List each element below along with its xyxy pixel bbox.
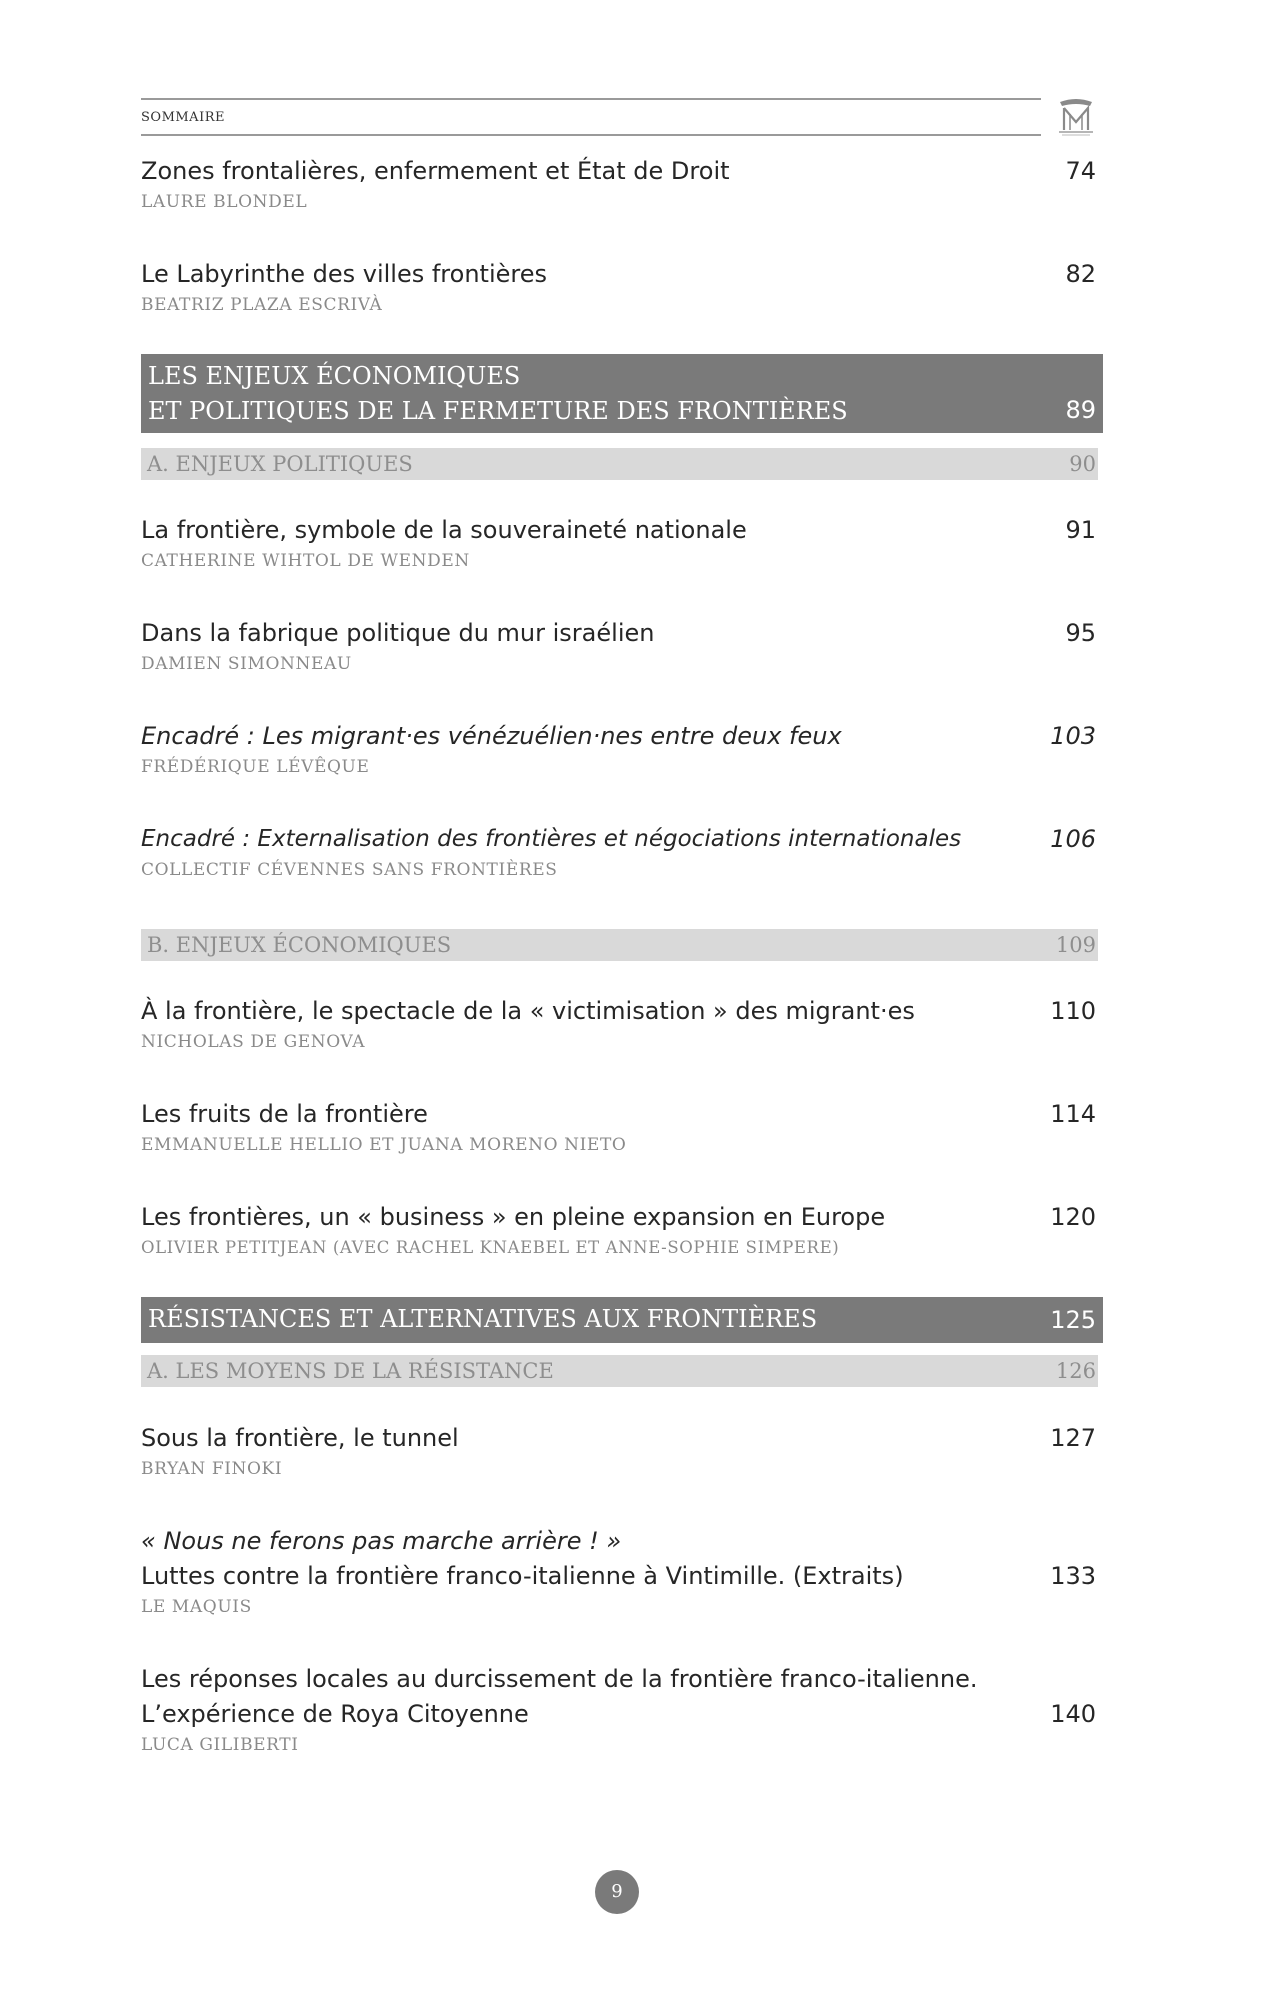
entry-page-number: 133 [1050, 1562, 1096, 1590]
entry-page-number: 127 [1050, 1424, 1096, 1452]
entry-author: BRYAN FINOKI [141, 1459, 283, 1479]
entry-author: LE MAQUIS [141, 1597, 252, 1617]
entry-page-number: 106 [1050, 825, 1096, 853]
toc-entry[interactable] [141, 513, 1096, 574]
entry-title-line: « Nous ne ferons pas marche arrière ! » [141, 1527, 622, 1555]
entry-page-number: 82 [1065, 260, 1096, 288]
entry-author: FRÉDÉRIQUE LÉVÊQUE [141, 757, 370, 777]
entry-title: Zones frontalières, enfermement et État de Droit [141, 157, 730, 185]
header-label: SOMMAIRE [141, 110, 225, 125]
entry-page-number: 103 [1050, 722, 1096, 750]
entry-title: Encadré : Externalisation des frontières et négociations internationales [141, 826, 962, 852]
subsection-heading[interactable] [141, 929, 1098, 961]
entry-page-number: 110 [1050, 997, 1096, 1025]
toc-entry[interactable] [141, 1200, 1096, 1261]
entry-author: OLIVIER PETITJEAN (AVEC RACHEL KNAEBEL ET ANNE-SOPHIE SIMPERE) [141, 1238, 840, 1257]
section-title-line: RÉSISTANCES ET ALTERNATIVES AUX FRONTIÈRES [148, 1305, 818, 1333]
entry-title-line: Les réponses locales au durcissement de la frontière franco-italienne. [141, 1665, 978, 1693]
entry-title: Sous la frontière, le tunnel [141, 1424, 459, 1452]
entry-author: COLLECTIF CÉVENNES SANS FRONTIÈRES [141, 860, 558, 880]
entry-title: La frontière, symbole de la souveraineté nationale [141, 516, 747, 544]
entry-author: DAMIEN SIMONNEAU [141, 654, 352, 674]
section-title-line: LES ENJEUX ÉCONOMIQUES [148, 362, 521, 390]
subsection-page-number: 126 [1055, 1359, 1096, 1383]
subsection-heading[interactable] [141, 1355, 1098, 1387]
toc-entry[interactable] [141, 1421, 1096, 1482]
subsection-page-number: 90 [1069, 452, 1096, 476]
toc-entry[interactable] [141, 1097, 1096, 1158]
entry-title: Les fruits de la frontière [141, 1100, 428, 1128]
entry-title-line: L’expérience de Roya Citoyenne [141, 1700, 529, 1728]
entry-page-number: 140 [1050, 1700, 1096, 1728]
toc-entry[interactable] [141, 154, 1096, 215]
section-title-line: ET POLITIQUES DE LA FERMETURE DES FRONTIÈRES [148, 397, 848, 425]
entry-title: Dans la fabrique politique du mur israélien [141, 619, 655, 647]
entry-page-number: 74 [1065, 157, 1096, 185]
entry-author: BEATRIZ PLAZA ESCRIVÀ [141, 295, 383, 315]
toc-entry[interactable] [141, 616, 1096, 677]
entry-page-number: 114 [1050, 1100, 1096, 1128]
entry-title: À la frontière, le spectacle de la « victimisation » des migrant·es [141, 997, 915, 1025]
toc-entry[interactable] [141, 1524, 1096, 1620]
entry-page-number: 91 [1065, 516, 1096, 544]
section-heading[interactable] [141, 1297, 1103, 1343]
entry-title: Le Labyrinthe des villes frontières [141, 260, 547, 288]
section-heading[interactable] [141, 354, 1103, 433]
toc-entry[interactable] [141, 822, 1096, 883]
entry-author: EMMANUELLE HELLIO ET JUANA MORENO NIETO [141, 1135, 627, 1155]
publisher-logo-icon [1056, 96, 1096, 138]
subsection-label: B. ENJEUX ÉCONOMIQUES [147, 933, 452, 957]
entry-author: LUCA GILIBERTI [141, 1735, 299, 1755]
toc-entry[interactable] [141, 1662, 1096, 1758]
subsection-heading[interactable] [141, 448, 1098, 480]
section-page-number: 125 [1050, 1306, 1096, 1334]
entry-page-number: 95 [1065, 619, 1096, 647]
page-number-badge: 9 [595, 1870, 639, 1914]
subsection-label: A. LES MOYENS DE LA RÉSISTANCE [147, 1359, 554, 1383]
entry-page-number: 120 [1050, 1203, 1096, 1231]
toc-entry[interactable] [141, 257, 1096, 318]
subsection-label: A. ENJEUX POLITIQUES [147, 452, 413, 476]
running-header [141, 98, 1041, 136]
entry-title: Encadré : Les migrant·es vénézuélien·nes entre deux feux [141, 722, 842, 750]
entry-title-line: Luttes contre la frontière franco-italienne à Vintimille. (Extraits) [141, 1562, 904, 1590]
entry-title: Les frontières, un « business » en pleine expansion en Europe [141, 1203, 886, 1231]
toc-entry[interactable] [141, 994, 1096, 1055]
section-page-number: 89 [1065, 396, 1096, 424]
toc-entry[interactable] [141, 719, 1096, 780]
entry-author: NICHOLAS DE GENOVA [141, 1032, 366, 1052]
subsection-page-number: 109 [1055, 933, 1096, 957]
entry-author: CATHERINE WIHTOL DE WENDEN [141, 551, 470, 571]
entry-author: LAURE BLONDEL [141, 192, 308, 212]
